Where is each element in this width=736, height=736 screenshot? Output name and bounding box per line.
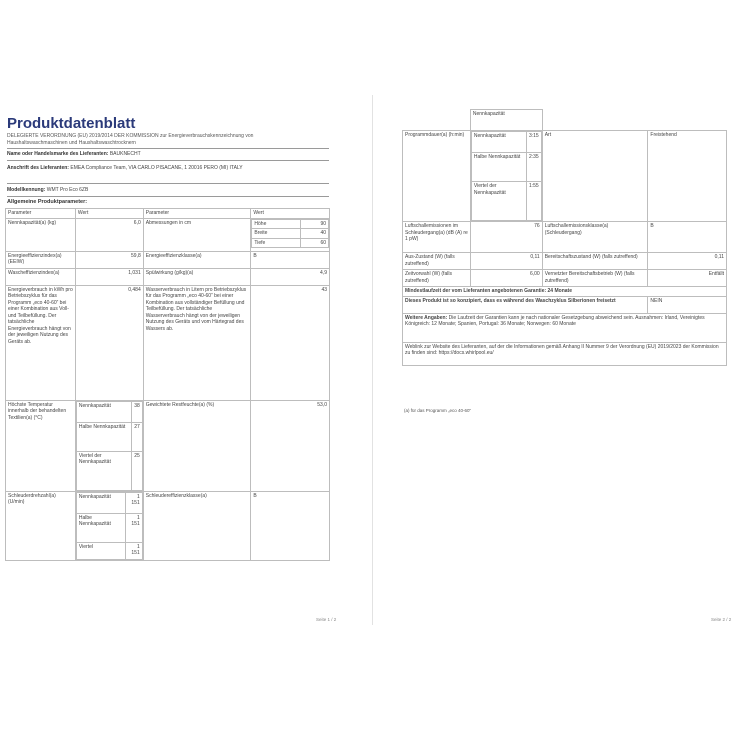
address-label: Anschrift des Lieferanten: xyxy=(7,165,69,171)
temp-label: Höchste Temperatur innerhalb der behandelten Textilien(a) (°C) xyxy=(6,400,76,491)
silber-value: NEIN xyxy=(648,296,727,313)
sub-key: Nennkapazität xyxy=(76,401,131,422)
table-row xyxy=(403,342,727,365)
zeit-value: 6,00 xyxy=(470,270,542,287)
table-row xyxy=(403,253,727,270)
garantie-text: Mindestlaufzeit der vom Lieferanten angebotenen Garantie: 24 Monate xyxy=(403,287,727,297)
table-row xyxy=(403,287,727,297)
schleuder-class-label: Schleudereffizienzklasse(a) xyxy=(143,491,251,560)
header-cell: Parameter xyxy=(143,209,251,219)
luft-class-value: B xyxy=(648,222,727,253)
sub-value: 1:55 xyxy=(526,182,541,221)
sub-key: Viertel der Nennkapazität xyxy=(76,451,131,490)
bereit-label: Bereitschaftszustand (W) (falls zutreffend) xyxy=(542,253,648,270)
spuel-label: Spülwirkung (g/kg)(a) xyxy=(143,268,251,285)
art-value: Freistehend xyxy=(648,131,727,222)
weitere-text: Die Laufzeit der Garantien kann je nach nationaler Gesetzgebung abweichend sein. Ausnahmen: Irland, Vereinigtes Königreich: 12 Monate; Spanien, Portugal: 36 Monate; Norwegen: 60 Monate xyxy=(405,314,705,327)
sub-key: Halbe Nennkapazität xyxy=(76,513,125,542)
aus-label: Aus-Zustand (W) (falls zutreffend) xyxy=(403,253,471,270)
sub-key: Halbe Nennkapazität xyxy=(471,153,526,182)
prog-sub-cell xyxy=(470,131,542,222)
wasser-value: 43 xyxy=(251,285,330,400)
schleuder-sub-cell xyxy=(75,491,143,560)
address-value: EMEA Compliance Team, VIA CARLO PISACANE, 1 20016 PERO (MI) ITALY xyxy=(70,165,243,171)
temp-subtable xyxy=(76,401,143,491)
sub-value: 38 xyxy=(132,401,143,422)
table-row xyxy=(403,270,727,287)
sub-key: Nennkapazität xyxy=(471,132,526,153)
dims-subtable xyxy=(251,219,329,249)
table-row xyxy=(6,400,330,491)
params-table-p2 xyxy=(402,109,727,366)
model-value: WMT Pro Eco 6ZB xyxy=(46,187,89,193)
energie-label: Energieverbrauch in kWh pro Betriebszyklus für das Programm „eco 40-60“ bei einer Kombination aus Voll- und Teilbefüllung. Der tatsächliche Energieverbrauch hängt von der jeweiligen Nutzung des Geräts ab. xyxy=(6,285,76,400)
weitere-cell xyxy=(403,313,727,342)
header-cell: Wert xyxy=(251,209,330,219)
sub-key: Viertel xyxy=(76,542,125,559)
wasser-label: Wasserverbrauch in Litern pro Betriebszyklus für das Programm „eco 40-60“ bei einer Kombination aus vollständiger Befüllung und Teilbefüllung. Der tatsächliche Wasserverbrauch hängt von der jeweiligen Nutzung des Geräts und vom Härtegrad des Wassers ab. xyxy=(143,285,251,400)
table-row xyxy=(403,296,727,313)
params-table-p1 xyxy=(5,208,330,561)
table-row xyxy=(403,313,727,342)
page-1 xyxy=(0,95,368,625)
page-title: Produktdatenblatt xyxy=(7,115,136,132)
table-header-row xyxy=(6,209,330,219)
temp-sub-cell xyxy=(75,400,143,491)
regulation-subtitle: DELEGIERTE VERORDNUNG (EU) 2019/2014 DER KOMMISSION zur Energieverbrauchskennzeichnung von Haushaltswaschmaschinen und Haushaltswaschtrocknern xyxy=(7,133,254,146)
table-row xyxy=(403,222,727,253)
eei-label: Energieeffizienzindex(a) (EEIW) xyxy=(6,251,76,268)
empty-cell xyxy=(403,110,471,131)
nennkap-value: 6,0 xyxy=(75,218,143,251)
general-params-label: Allgemeine Produktparameter: xyxy=(7,199,88,205)
header-cell: Wert xyxy=(75,209,143,219)
wasch-value: 1,031 xyxy=(75,268,143,285)
divider xyxy=(7,160,329,161)
page-2 xyxy=(372,95,736,625)
dim-key: Breite xyxy=(252,229,300,239)
dim-value: 90 xyxy=(300,219,328,229)
bereit-value: 0,11 xyxy=(648,253,727,270)
sub-key: Viertel der Nennkapazität xyxy=(471,182,526,221)
dim-value: 40 xyxy=(300,229,328,239)
art-label: Art xyxy=(542,131,648,222)
divider xyxy=(7,148,329,149)
header-cell: Parameter xyxy=(6,209,76,219)
spuel-value: 4,9 xyxy=(251,268,330,285)
nennkap-label: Nennkapazität(a) (kg) xyxy=(6,218,76,251)
vernetzt-label: Vernetzter Bereitschaftsbetrieb (W) (falls zutreffend) xyxy=(542,270,648,287)
weblink-text: Weblink zur Website des Lieferanten, auf der die Informationen gemäß Anhang II Nummer 9 der Verordnung (EU) 2019/2023 der Kommission zu finden sind: https://docs.whirlpool.eu/ xyxy=(403,342,727,365)
sub-value: 1 151 xyxy=(125,513,142,542)
table-row xyxy=(6,268,330,285)
eei-class-value: B xyxy=(251,251,330,268)
sub-value: 1 151 xyxy=(125,492,142,513)
dims-label: Abmessungen in cm xyxy=(143,218,251,251)
dim-key: Höhe xyxy=(252,219,300,229)
sub-key: Nennkapazität xyxy=(76,492,125,513)
table-row xyxy=(6,218,330,251)
table-row xyxy=(403,131,727,222)
wasch-label: Wascheffizienzindex(a) xyxy=(6,268,76,285)
footnote: (a) für das Programm „eco 40-60“ xyxy=(404,408,472,413)
aus-value: 0,11 xyxy=(470,253,542,270)
prog-label: Programmdauer(a) (h:min) xyxy=(403,131,471,222)
dim-value: 60 xyxy=(300,238,328,248)
eei-value: 59,8 xyxy=(75,251,143,268)
table-row xyxy=(6,491,330,560)
supplier-label: Name oder Handelsmarke des Lieferanten: xyxy=(7,151,109,157)
divider xyxy=(7,196,329,197)
divider xyxy=(7,183,329,184)
sub-value: 25 xyxy=(132,451,143,490)
address-row xyxy=(7,165,329,172)
weitere-label: Weitere Angaben: xyxy=(405,314,448,321)
page-footer: Seite 2 / 2 xyxy=(711,617,732,622)
dims-cell xyxy=(251,218,330,251)
luft-label: Luftschallemissionen im Schleudergang(a) (dB (A) re 1 pW) xyxy=(403,222,471,253)
restfeuchte-label: Gewichtete Restfeuchte(a) (%) xyxy=(143,400,251,491)
sub-value: 1 151 xyxy=(125,542,142,559)
schleuder-class-value: B xyxy=(251,491,330,560)
table-row xyxy=(6,285,330,400)
supplier-row xyxy=(7,151,329,158)
sub-value: 2:35 xyxy=(526,153,541,182)
luft-value: 76 xyxy=(470,222,542,253)
sub-value: 3:15 xyxy=(526,132,541,153)
top-sub-key: Nennkapazität xyxy=(470,110,542,131)
restfeuchte-value: 53,0 xyxy=(251,400,330,491)
vernetzt-value: Entfällt xyxy=(648,270,727,287)
luft-class-label: Luftschallemissionsklasse(a) (Schleudergang) xyxy=(542,222,648,253)
eei-class-label: Energieeffizienzklasse(a) xyxy=(143,251,251,268)
prog-subtable xyxy=(471,131,542,221)
model-label: Modellkennung: xyxy=(7,187,46,193)
page-footer: Seite 1 / 2 xyxy=(316,617,337,622)
sub-value: 27 xyxy=(132,422,143,451)
sub-key: Halbe Nennkapazität xyxy=(76,422,131,451)
dim-key: Tiefe xyxy=(252,238,300,248)
table-row xyxy=(403,110,727,131)
table-row xyxy=(6,251,330,268)
silber-label: Dieses Produkt ist so konzipiert, dass es während des Waschzyklus Silberionen freisetzt xyxy=(403,296,648,313)
schleuder-label: Schleuderdrehzahl(a) (U/min) xyxy=(6,491,76,560)
zeit-label: Zeitvorwahl (W) (falls zutreffend) xyxy=(403,270,471,287)
empty-cell xyxy=(542,110,726,131)
supplier-value: BAUKNECHT xyxy=(109,151,141,157)
model-row xyxy=(7,187,329,194)
energie-value: 0,484 xyxy=(75,285,143,400)
schleuder-subtable xyxy=(76,492,143,560)
